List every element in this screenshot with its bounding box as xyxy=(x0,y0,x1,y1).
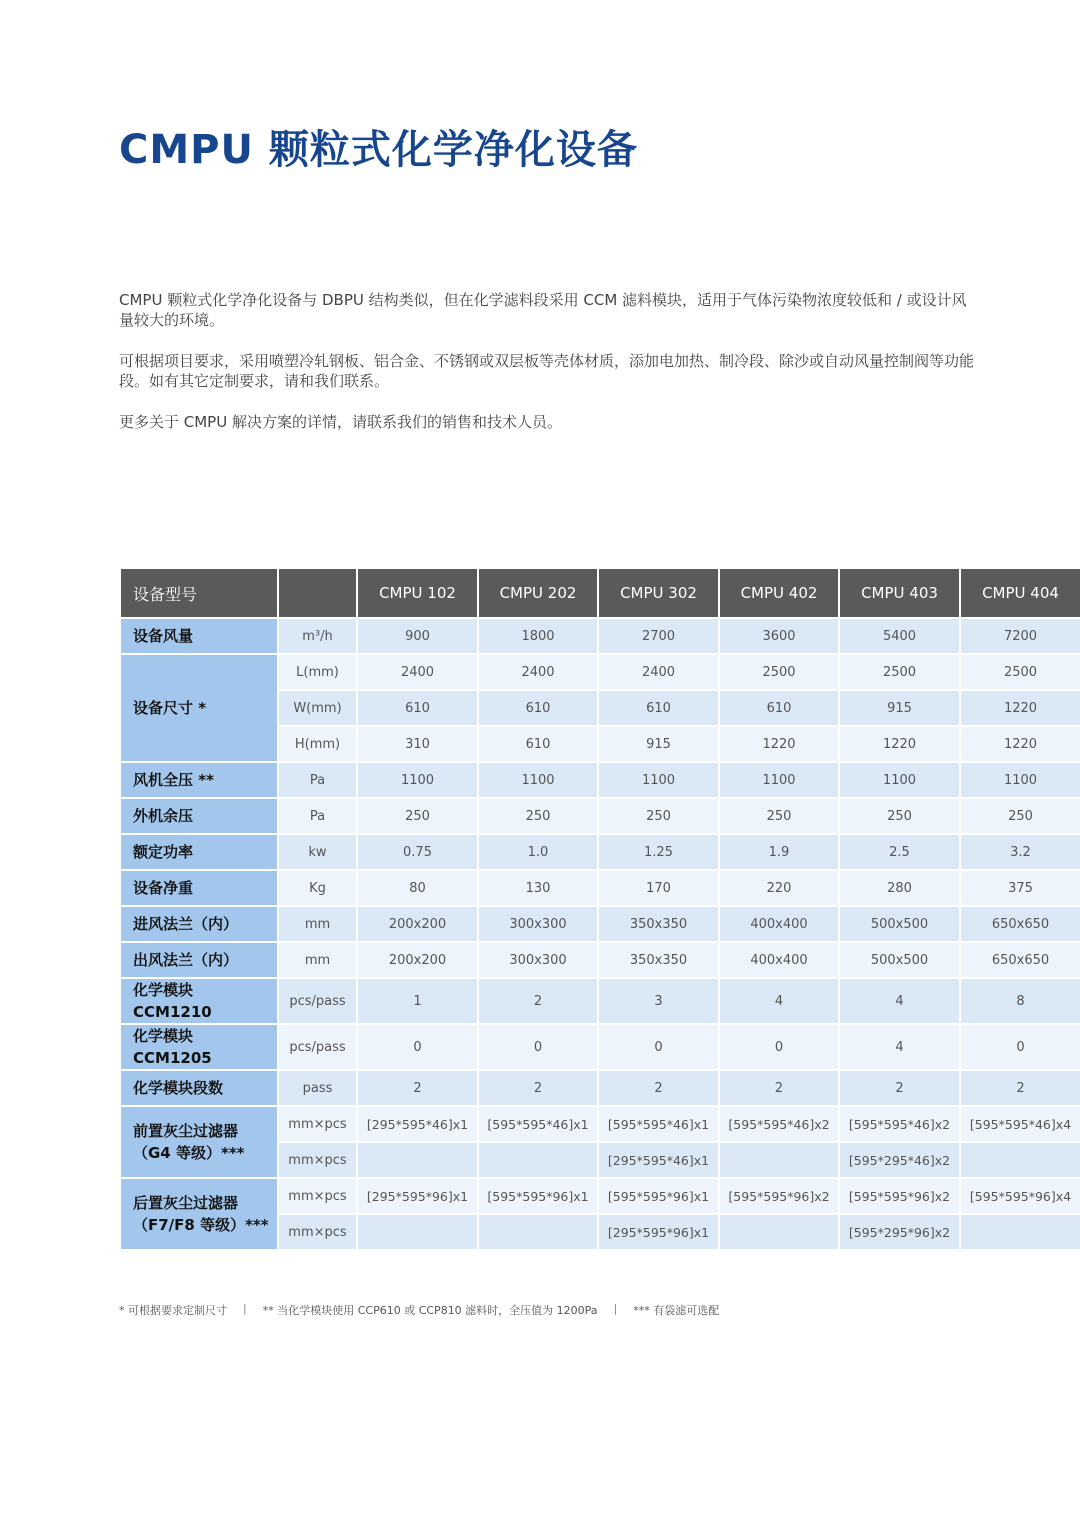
header-model: CMPU 302 xyxy=(598,568,719,618)
intro-paragraph: 可根据项目要求，采用喷塑冷轧钢板、铝合金、不锈钢或双层板等壳体材质，添加电加热、制冷段、除沙或自动风量控制阀等功能段。如有其它定制要求，请和我们联系。 xyxy=(119,352,975,390)
table-cell: 1100 xyxy=(357,762,478,798)
row-label: 化学模块 CCM1205 xyxy=(120,1024,278,1070)
table-cell: 0 xyxy=(719,1024,839,1070)
table-cell: 1.25 xyxy=(598,834,719,870)
table-cell: 1220 xyxy=(839,726,960,762)
table-cell: 610 xyxy=(598,690,719,726)
table-cell: 300x300 xyxy=(478,942,598,978)
table-cell: [595*595*46]x1 xyxy=(478,1106,598,1142)
table-cell: [595*595*96]x1 xyxy=(598,1178,719,1214)
table-cell: [595*595*96]x4 xyxy=(960,1178,1080,1214)
table-cell: 4 xyxy=(719,978,839,1024)
table-cell: 2500 xyxy=(960,654,1080,690)
table-row xyxy=(120,1106,1080,1142)
header-model: CMPU 202 xyxy=(478,568,598,618)
table-cell: 375 xyxy=(960,870,1080,906)
row-unit: mm×pcs xyxy=(278,1142,357,1178)
table-cell: 350x350 xyxy=(598,942,719,978)
table-cell: 170 xyxy=(598,870,719,906)
table-cell: 650x650 xyxy=(960,942,1080,978)
table-cell: [595*595*96]x1 xyxy=(478,1178,598,1214)
row-label: 出风法兰（内） xyxy=(120,942,278,978)
table-cell: 2 xyxy=(357,1070,478,1106)
row-unit: W(mm) xyxy=(278,690,357,726)
table-cell: [595*595*46]x2 xyxy=(839,1106,960,1142)
row-unit: mm×pcs xyxy=(278,1214,357,1250)
row-unit: mm×pcs xyxy=(278,1106,357,1142)
table-cell: 2 xyxy=(960,1070,1080,1106)
row-label: 化学模块 CCM1210 xyxy=(120,978,278,1024)
table-cell: 200x200 xyxy=(357,942,478,978)
table-row xyxy=(120,798,1080,834)
row-unit: mm×pcs xyxy=(278,1178,357,1214)
table-cell xyxy=(478,1214,598,1250)
table-cell: 8 xyxy=(960,978,1080,1024)
intro-paragraph: CMPU 颗粒式化学净化设备与 DBPU 结构类似，但在化学滤料段采用 CCM 滤料模块，适用于气体污染物浓度较低和 / 或设计风量较大的环境。 xyxy=(119,291,967,329)
table-cell: 250 xyxy=(960,798,1080,834)
table-cell: [595*595*96]x2 xyxy=(719,1178,839,1214)
table-cell: 610 xyxy=(357,690,478,726)
footnote-separator: | xyxy=(243,1302,247,1315)
table-cell: [595*295*96]x2 xyxy=(839,1214,960,1250)
table-cell: 4 xyxy=(839,978,960,1024)
row-unit: kw xyxy=(278,834,357,870)
table-row xyxy=(120,834,1080,870)
table-cell: 310 xyxy=(357,726,478,762)
table-cell: 1.9 xyxy=(719,834,839,870)
table-row xyxy=(120,1024,1080,1070)
table-cell: 250 xyxy=(478,798,598,834)
row-unit: Kg xyxy=(278,870,357,906)
header-model-label: 设备型号 xyxy=(120,568,278,618)
table-cell: 300x300 xyxy=(478,906,598,942)
table-cell: 2500 xyxy=(839,654,960,690)
table-cell: 220 xyxy=(719,870,839,906)
table-cell: 0 xyxy=(357,1024,478,1070)
table-cell: 0.75 xyxy=(357,834,478,870)
table-cell: [595*595*46]x1 xyxy=(598,1106,719,1142)
row-unit: L(mm) xyxy=(278,654,357,690)
row-label: 额定功率 xyxy=(120,834,278,870)
table-cell: 0 xyxy=(598,1024,719,1070)
table-cell: 4 xyxy=(839,1024,960,1070)
table-cell: 400x400 xyxy=(719,942,839,978)
table-row xyxy=(120,906,1080,942)
row-unit: pass xyxy=(278,1070,357,1106)
footnotes xyxy=(119,1302,719,1318)
row-unit: mm xyxy=(278,942,357,978)
table-cell xyxy=(357,1142,478,1178)
table-row xyxy=(120,942,1080,978)
table-cell: 130 xyxy=(478,870,598,906)
table-cell: 1100 xyxy=(478,762,598,798)
table-cell: [595*295*46]x2 xyxy=(839,1142,960,1178)
table-cell: 2.5 xyxy=(839,834,960,870)
table-cell: 2400 xyxy=(357,654,478,690)
row-label: 设备风量 xyxy=(120,618,278,654)
table-cell: 5400 xyxy=(839,618,960,654)
table-cell: 2 xyxy=(839,1070,960,1106)
table-cell: [595*595*46]x4 xyxy=(960,1106,1080,1142)
table-cell: 3.2 xyxy=(960,834,1080,870)
table-cell xyxy=(478,1142,598,1178)
table-cell: [595*595*46]x2 xyxy=(719,1106,839,1142)
table-header-row xyxy=(120,568,1080,618)
table-cell: 80 xyxy=(357,870,478,906)
page-title: CMPU 颗粒式化学净化设备 xyxy=(119,127,638,173)
table-cell: 900 xyxy=(357,618,478,654)
row-unit: m³/h xyxy=(278,618,357,654)
table-cell: 1.0 xyxy=(478,834,598,870)
table-row xyxy=(120,978,1080,1024)
table-cell: 2400 xyxy=(478,654,598,690)
header-model: CMPU 402 xyxy=(719,568,839,618)
table-cell xyxy=(960,1214,1080,1250)
table-cell: 500x500 xyxy=(839,942,960,978)
table-cell: 2 xyxy=(598,1070,719,1106)
intro-paragraph: 更多关于 CMPU 解决方案的详情，请联系我们的销售和技术人员。 xyxy=(119,413,562,431)
table-cell: 1220 xyxy=(960,690,1080,726)
table-cell: 1100 xyxy=(839,762,960,798)
table-cell: 1220 xyxy=(719,726,839,762)
table-cell: [295*595*96]x1 xyxy=(357,1178,478,1214)
table-row xyxy=(120,1178,1080,1214)
table-cell: 610 xyxy=(719,690,839,726)
row-label: 设备净重 xyxy=(120,870,278,906)
table-cell: [295*595*96]x1 xyxy=(598,1214,719,1250)
footnote-separator: | xyxy=(613,1302,618,1315)
row-label: 风机全压 ** xyxy=(120,762,278,798)
table-cell: 250 xyxy=(839,798,960,834)
table-cell: [295*595*46]x1 xyxy=(598,1142,719,1178)
table-cell: 2400 xyxy=(598,654,719,690)
row-label: 进风法兰（内） xyxy=(120,906,278,942)
table-cell xyxy=(719,1214,839,1250)
table-cell: 250 xyxy=(598,798,719,834)
table-cell: [295*595*46]x1 xyxy=(357,1106,478,1142)
table-cell: 1220 xyxy=(960,726,1080,762)
header-model: CMPU 404 xyxy=(960,568,1080,618)
table-cell xyxy=(357,1214,478,1250)
intro-text xyxy=(119,290,979,453)
table-cell: 7200 xyxy=(960,618,1080,654)
row-unit: pcs/pass xyxy=(278,978,357,1024)
spec-table xyxy=(119,567,1080,1251)
row-label: 设备尺寸 * xyxy=(120,654,278,762)
table-cell: 915 xyxy=(839,690,960,726)
footnote: *** 有袋滤可选配 xyxy=(633,1304,720,1317)
table-row xyxy=(120,654,1080,690)
table-cell: 2 xyxy=(719,1070,839,1106)
row-unit: H(mm) xyxy=(278,726,357,762)
table-cell: [595*595*96]x2 xyxy=(839,1178,960,1214)
row-unit: pcs/pass xyxy=(278,1024,357,1070)
table-cell: 400x400 xyxy=(719,906,839,942)
table-cell: 200x200 xyxy=(357,906,478,942)
table-cell: 3600 xyxy=(719,618,839,654)
row-unit: Pa xyxy=(278,762,357,798)
table-row xyxy=(120,870,1080,906)
table-cell: 610 xyxy=(478,690,598,726)
table-cell: 500x500 xyxy=(839,906,960,942)
table-cell: 2700 xyxy=(598,618,719,654)
table-row xyxy=(120,618,1080,654)
footnote: ** 当化学模块使用 CCP610 或 CCP810 滤料时，全压值为 1200Pa xyxy=(262,1304,598,1317)
table-cell: 610 xyxy=(478,726,598,762)
row-label: 后置灰尘过滤器（F7/F8 等级）*** xyxy=(120,1178,278,1250)
table-cell: 280 xyxy=(839,870,960,906)
table-cell: 1800 xyxy=(478,618,598,654)
table-cell: 0 xyxy=(478,1024,598,1070)
row-label: 化学模块段数 xyxy=(120,1070,278,1106)
table-row xyxy=(120,762,1080,798)
footnote: * 可根据要求定制尺寸 xyxy=(119,1304,227,1317)
table-cell xyxy=(719,1142,839,1178)
table-cell: 1 xyxy=(357,978,478,1024)
header-unit-cell xyxy=(278,568,357,618)
table-cell: 2 xyxy=(478,1070,598,1106)
table-cell: 0 xyxy=(960,1024,1080,1070)
table-cell: 1100 xyxy=(960,762,1080,798)
table-cell: 2 xyxy=(478,978,598,1024)
table-cell: 250 xyxy=(719,798,839,834)
row-label: 前置灰尘过滤器（G4 等级）*** xyxy=(120,1106,278,1178)
table-cell xyxy=(960,1142,1080,1178)
table-cell: 2500 xyxy=(719,654,839,690)
table-cell: 650x650 xyxy=(960,906,1080,942)
row-label: 外机余压 xyxy=(120,798,278,834)
header-model: CMPU 403 xyxy=(839,568,960,618)
table-cell: 915 xyxy=(598,726,719,762)
table-cell: 1100 xyxy=(598,762,719,798)
table-cell: 350x350 xyxy=(598,906,719,942)
row-unit: mm xyxy=(278,906,357,942)
table-cell: 3 xyxy=(598,978,719,1024)
table-row xyxy=(120,1070,1080,1106)
table-cell: 1100 xyxy=(719,762,839,798)
header-model: CMPU 102 xyxy=(357,568,478,618)
row-unit: Pa xyxy=(278,798,357,834)
table-cell: 250 xyxy=(357,798,478,834)
